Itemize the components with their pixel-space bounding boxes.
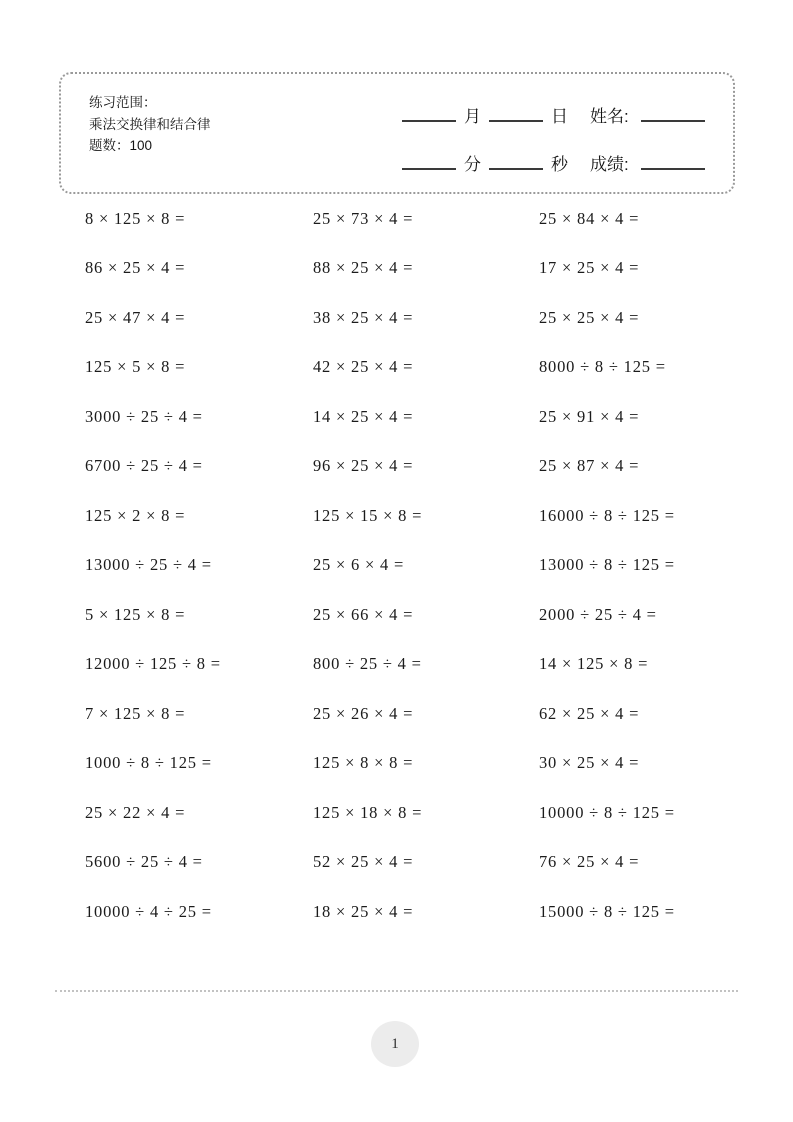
- problem: 25 × 73 × 4 =: [313, 208, 414, 228]
- problem: 1000 ÷ 8 ÷ 125 =: [85, 753, 212, 773]
- problem: 125 × 15 × 8 =: [313, 505, 423, 525]
- problem: 25 × 26 × 4 =: [313, 703, 414, 723]
- problem: 13000 ÷ 25 ÷ 4 =: [85, 555, 212, 575]
- problem: 88 × 25 × 4 =: [313, 258, 414, 278]
- problem: 7 × 125 × 8 =: [85, 703, 186, 723]
- cut-separator-line: [55, 990, 738, 992]
- problem: 15000 ÷ 8 ÷ 125 =: [539, 901, 675, 921]
- problem: 25 × 25 × 4 =: [539, 307, 640, 327]
- fill-in-area: [402, 86, 722, 182]
- problem: 14 × 125 × 8 =: [539, 654, 649, 674]
- problem: 62 × 25 × 4 =: [539, 703, 640, 723]
- month-blank-line: [402, 120, 456, 122]
- problems-grid: [85, 194, 745, 937]
- problem: 125 × 18 × 8 =: [313, 802, 423, 822]
- score-blank-line: [641, 168, 705, 170]
- second-label: 秒: [551, 155, 568, 174]
- problem: 16000 ÷ 8 ÷ 125 =: [539, 505, 675, 525]
- minute-label: 分: [464, 155, 481, 174]
- second-blank-line: [489, 168, 543, 170]
- practice-range-label: 练习范围：: [89, 95, 157, 110]
- problem: 5600 ÷ 25 ÷ 4 =: [85, 852, 203, 872]
- problem: 25 × 91 × 4 =: [539, 406, 640, 426]
- problem: 8000 ÷ 8 ÷ 125 =: [539, 357, 666, 377]
- header-box: [59, 72, 735, 194]
- problem: 38 × 25 × 4 =: [313, 307, 414, 327]
- problem: 8 × 125 × 8 =: [85, 208, 186, 228]
- problem: 125 × 5 × 8 =: [85, 357, 186, 377]
- page-number-badge: [371, 1021, 419, 1067]
- problem: 10000 ÷ 8 ÷ 125 =: [539, 802, 675, 822]
- problem: 13000 ÷ 8 ÷ 125 =: [539, 555, 675, 575]
- date-name-line: [402, 86, 722, 126]
- problem: 2000 ÷ 25 ÷ 4 =: [539, 604, 657, 624]
- month-label: 月: [464, 107, 481, 126]
- day-blank-line: [489, 120, 543, 122]
- problem: 25 × 22 × 4 =: [85, 802, 186, 822]
- problem: 17 × 25 × 4 =: [539, 258, 640, 278]
- problem: 125 × 8 × 8 =: [313, 753, 414, 773]
- problem: 42 × 25 × 4 =: [313, 357, 414, 377]
- problem: 18 × 25 × 4 =: [313, 901, 414, 921]
- question-count: 题数：100: [89, 138, 153, 153]
- score-label: 成绩:: [590, 155, 629, 174]
- problem: 25 × 47 × 4 =: [85, 307, 186, 327]
- problem: 30 × 25 × 4 =: [539, 753, 640, 773]
- problem: 800 ÷ 25 ÷ 4 =: [313, 654, 422, 674]
- problem: 25 × 84 × 4 =: [539, 208, 640, 228]
- minute-blank-line: [402, 168, 456, 170]
- problem: 86 × 25 × 4 =: [85, 258, 186, 278]
- name-blank-line: [641, 120, 705, 122]
- problem: 76 × 25 × 4 =: [539, 852, 640, 872]
- time-score-line: [402, 134, 722, 174]
- problem: 10000 ÷ 4 ÷ 25 =: [85, 901, 212, 921]
- problem: 25 × 6 × 4 =: [313, 555, 405, 575]
- practice-range-value: 乘法交换律和结合律: [89, 116, 211, 132]
- problem: 25 × 87 × 4 =: [539, 456, 640, 476]
- day-label: 日: [551, 107, 568, 126]
- problem: 52 × 25 × 4 =: [313, 852, 414, 872]
- name-label: 姓名:: [590, 107, 629, 126]
- problem: 96 × 25 × 4 =: [313, 456, 414, 476]
- problem: 125 × 2 × 8 =: [85, 505, 186, 525]
- problem: 5 × 125 × 8 =: [85, 604, 186, 624]
- problem: 14 × 25 × 4 =: [313, 406, 414, 426]
- problem: 6700 ÷ 25 ÷ 4 =: [85, 456, 203, 476]
- problem: 12000 ÷ 125 ÷ 8 =: [85, 654, 221, 674]
- problem: 3000 ÷ 25 ÷ 4 =: [85, 406, 203, 426]
- problem: 25 × 66 × 4 =: [313, 604, 414, 624]
- page-number: 1: [391, 1035, 399, 1052]
- practice-info: [89, 92, 211, 157]
